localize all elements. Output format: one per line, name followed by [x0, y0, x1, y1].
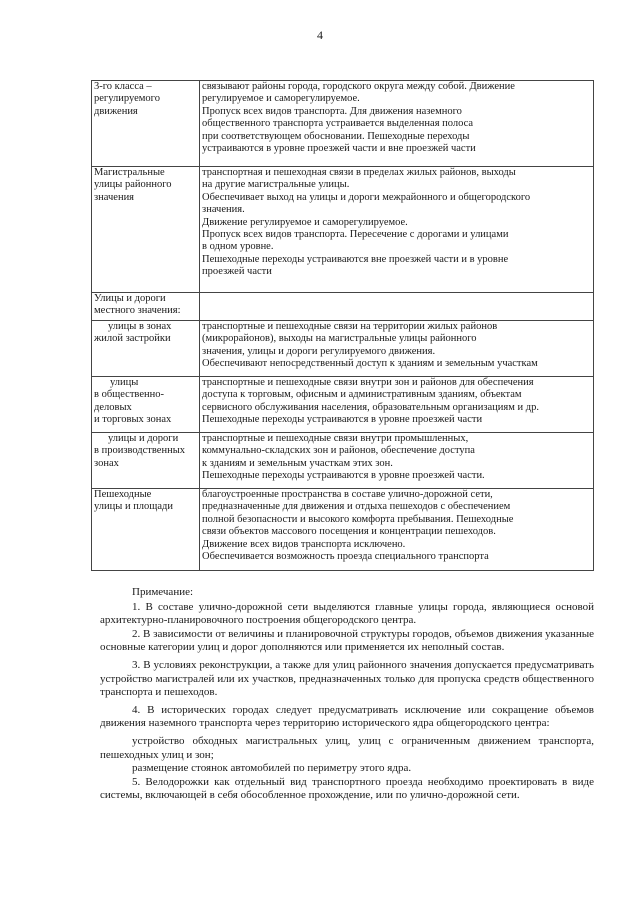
description-text: полной безопасности и высокого комфорта пребывания. Пешеходные	[202, 513, 514, 525]
description-text: транспортные и пешеходные связи внутри промышленных,	[202, 433, 469, 444]
category-text: регулируемого	[94, 93, 160, 105]
description-text: Пешеходные переходы устраиваются в уровне проезжей части.	[202, 470, 485, 482]
notes-section	[100, 586, 594, 803]
category-text: Пешеходные	[94, 489, 152, 500]
category-text: улицы в зонах	[108, 321, 172, 332]
description-cell	[200, 377, 594, 433]
category-text: Улицы и дороги	[94, 293, 166, 304]
table-row	[92, 377, 594, 433]
category-text: и торговых зонах	[94, 414, 172, 426]
description-text: предназначенные для движения и отдыха пешеходов с обеспечением	[202, 501, 511, 513]
description-text: Движение всех видов транспорта исключено.	[202, 538, 406, 550]
table-row	[92, 433, 594, 489]
description-text: Движение регулируемое и саморегулируемое.	[202, 216, 408, 228]
description-text: транспортные и пешеходные связи на территории жилых районов	[202, 321, 498, 332]
category-cell	[92, 293, 200, 321]
category-text: 3-го класса –	[94, 81, 152, 92]
category-cell	[92, 321, 200, 377]
description-text: на другие магистральные улицы.	[202, 179, 350, 191]
description-text: транспортные и пешеходные связи внутри зон и районов для обеспечения	[202, 377, 534, 388]
description-text: Пропуск всех видов транспорта. Для движения наземного	[202, 105, 462, 117]
note-item: размещение стоянок автомобилей по периметру этого ядра.	[132, 762, 412, 775]
note-item: 5. Велодорожки как отдельный вид транспортного проезда необходимо проектировать в виде системы, включающей в себя обособленное прохождение, или по улично-дорожной сети.	[100, 775, 594, 802]
description-text: Обеспечивает выход на улицы и дороги межрайонного и общегородского	[202, 191, 531, 203]
note-item: 2. В зависимости от величины и планировочной структуры городов, объемов движения указанные основные категории улиц и дорог дополняются или применяется их неполный состав.	[100, 627, 594, 654]
description-text: благоустроенные пространства в составе улично-дорожной сети,	[202, 489, 493, 500]
description-text: связывают районы города, городского округа между собой. Движение	[202, 81, 515, 92]
category-text: местного значения:	[94, 305, 181, 317]
table-row	[92, 489, 594, 571]
description-cell	[200, 167, 594, 293]
description-text: при соответствующем обосновании. Пешеходные переходы	[202, 130, 470, 142]
description-text: доступа к торговым, офисным и административным зданиям, объектам	[202, 389, 522, 401]
table-row	[92, 81, 594, 167]
description-text: регулируемое и саморегулируемое.	[202, 93, 360, 105]
description-text: значения, улицы и дороги регулируемого движения.	[202, 345, 436, 357]
description-text: Обеспечивается возможность проезда специального транспорта	[202, 551, 489, 563]
description-cell	[200, 433, 594, 489]
description-cell	[200, 489, 594, 571]
category-cell	[92, 167, 200, 293]
category-text: движения	[94, 105, 138, 117]
category-text: деловых	[94, 401, 132, 413]
table-row	[92, 167, 594, 293]
description-text: (микрорайонов), выходы на магистральные улицы районного	[202, 333, 477, 345]
description-text: Пешеходные переходы устраиваются в уровне проезжей части	[202, 414, 483, 426]
category-text: зонах	[94, 457, 119, 469]
description-text: транспортная и пешеходная связи в пределах жилых районов, выходы	[202, 167, 516, 178]
category-text: жилой застройки	[94, 333, 171, 345]
category-text: улицы	[110, 377, 139, 388]
description-text: коммунально-складских зон и районов, обеспечение доступа	[202, 445, 475, 457]
description-cell	[200, 321, 594, 377]
description-text: сервисного обслуживания населения, образовательным организациям и др.	[202, 401, 539, 413]
note-item: устройство обходных магистральных улиц, улиц с ограниченным движением транспорта, пешеходных улиц и зон;	[100, 734, 594, 761]
description-cell	[200, 81, 594, 167]
description-text: устраиваются в уровне проезжей части и вне проезжей части	[202, 143, 476, 155]
category-cell	[92, 433, 200, 489]
description-text: Пропуск всех видов транспорта. Пересечение с дорогами и улицами	[202, 229, 509, 241]
description-text: общественного транспорта устраивается выделенная полоса	[202, 118, 474, 130]
description-cell	[200, 293, 594, 321]
description-text: Пешеходные переходы устраиваются вне проезжей части и в уровне	[202, 253, 509, 265]
category-text: Магистральные	[94, 167, 165, 178]
description-text: проезжей части	[202, 266, 272, 278]
category-cell	[92, 377, 200, 433]
note-item: 4. В исторических городах следует предусматривать исключение или сокращение объемов движения наземного транспорта через территорию исторического ядра общегородского центра:	[100, 703, 594, 730]
note-item: 1. В составе улично-дорожной сети выделяются главные улицы города, являющиеся основой архитектурно-планировочного построения общегородского центра.	[100, 600, 594, 627]
category-text: в производственных	[94, 445, 185, 457]
category-text: значения	[94, 191, 135, 203]
table-row	[92, 321, 594, 377]
description-text: значения.	[202, 204, 245, 216]
category-text: в общественно-	[94, 389, 164, 401]
category-text: улицы районного	[94, 179, 172, 191]
table-row	[92, 293, 594, 321]
notes-heading: Примечание:	[132, 586, 194, 598]
note-item: 3. В условиях реконструкции, а также для улиц районного значения допускается предусматривать устройство магистралей или их участков, предназначенных только для пропуска средств общественного транспорта и пешеходов.	[100, 658, 594, 699]
description-text: в одном уровне.	[202, 241, 274, 253]
page-number: 4	[317, 28, 323, 42]
category-cell	[92, 489, 200, 571]
description-text: Обеспечивают непосредственный доступ к зданиям и земельным участкам	[202, 358, 538, 370]
street-category-table	[91, 80, 594, 571]
category-text: улицы и дороги	[108, 433, 179, 444]
description-text: связи объектов массового посещения и концентрации пешеходов.	[202, 526, 496, 538]
category-text: улицы и площади	[94, 501, 174, 513]
description-text: к зданиям и земельным участкам этих зон.	[202, 457, 393, 469]
category-cell	[92, 81, 200, 167]
